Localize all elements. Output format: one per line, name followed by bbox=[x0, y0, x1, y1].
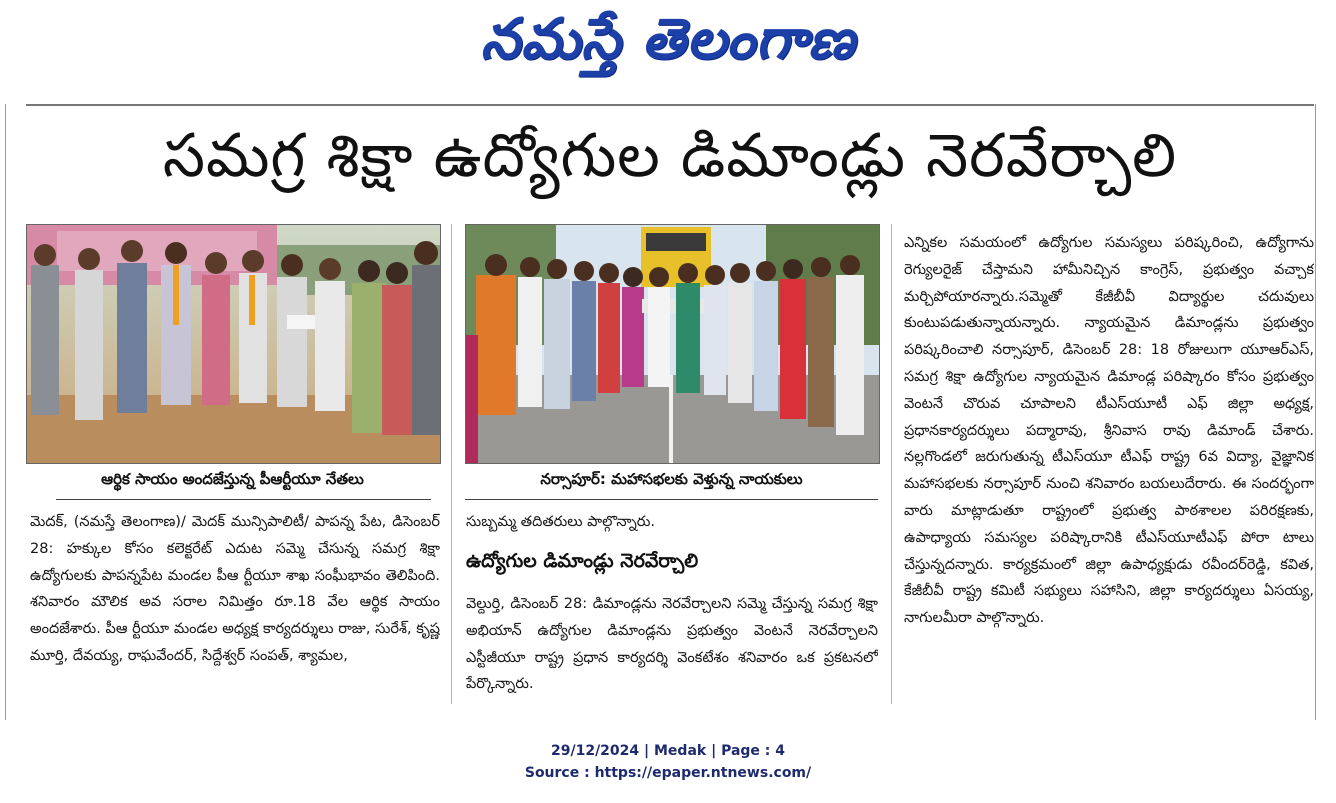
photo-2-caption: నర్సాపూర్: మహాసభలకు వెళ్తున్న నాయకులు bbox=[540, 470, 803, 488]
column-divider bbox=[451, 224, 452, 704]
article-photo-2 bbox=[465, 224, 880, 464]
edition-info: 29/12/2024 | Medak | Page : 4 bbox=[550, 743, 786, 759]
left-border bbox=[5, 104, 6, 720]
article-subheading: ఉద్యోగుల డిమాండ్లు నెరవేర్చాలి bbox=[466, 550, 699, 572]
article-column-1: మెదక్, (నమస్తే తెలంగాణ)/ మెదక్ మున్సిపాలిటీ/ పాపన్న పేట, డిసెంబర్ 28: హక్కుల కోసం కలెక్టరేట్ ఎదుట సమ్మె చేసున్న సమగ్ర శిక్షా ఉద్యోగులకు పాపన్నపేట మండల పీఆ ర్టీయూ శాఖ సంఘీభావం తెలిపింది. శనివారం మౌలిక అవ సరాల నిమిత్తం రూ.18 వేల ఆర్థిక సాయం అందజేశారు. పీఆ ర్టీయూ మండల అధ్యక్ష కార్యదర్శులు రాజు, సురేశ్, కృష్ణ మూర్తి, దేవయ్య, రాఘవేందర్, సిద్దేశ్వర్ సంపత్, శ్యామల, bbox=[30, 514, 440, 664]
article-headline: సమగ్ర శిక్షా ఉద్యోగుల డిమాండ్లు నెరవేర్చాలి bbox=[162, 121, 1178, 191]
photo-1-caption: ఆర్థిక సాయం అందజేస్తున్న పీఆర్టీయూ నేతలు bbox=[101, 470, 364, 488]
newspaper-title: నమస్తే తెలంగాణ bbox=[480, 7, 856, 72]
column-divider bbox=[891, 224, 892, 704]
article-column-3: ఎన్నికల సమయంలో ఉద్యోగుల సమస్యలు పరిష్కరించి, ఉద్యోగాను రెగ్యులరైజ్ చేస్తామని హామీనిచ్చిన కాంగ్రెస్, ప్రభుత్వం వచ్చాక మర్చిపోయారన్నారు.సమ్మెతో కేజీబీవీ విద్యార్థుల చదువులు కుంటుపడుతున్నాయన్నారు. న్యాయమైన డిమాండ్లను ప్రభుత్వం పరిష్కరించాలి నర్సాపూర్, డిసెంబర్ 28: 18 రోజులుగా యూఆర్ఎస్, సమగ్ర శిక్షా ఉద్యోగుల న్యాయమైన డిమాండ్ల పరిష్కారం కోసం ప్రభుత్వం వెంటనే చొరువ చూపాలని టీఎస్‌యూటీ ఎఫ్ జిల్లా అధ్యక్ష, ప్రధానకార్యదర్శులు పద్మారావు, శ్రీనివాస రావు డిమాండ్ చేశారు. నల్లగొండలో జరుగుతున్న టీఎస్‌యూ టీఎఫ్ రాష్ట్ర 6వ విద్యా, వైజ్ఞానిక మహాసభలకు నర్సాపూర్ నుంచి శనివారం బయలుదేరారు. ఈ సందర్భంగా వారు మాట్లాడుతూ రాష్ట్రంలో ప్రభుత్వ పాఠశాలల పరిరక్షణకు, ఉపాధ్యాయ సమస్యల పరిష్కారానికి టీఎస్‌యూటీఎఫ్ పోరా టాలు చేస్తున్నదన్నారు. కార్యక్రమంలో జిల్లా ఉపాధ్యక్షుడు రవీందర్‌రెడ్డి, కవిత, కేజీబీవీ రాష్ట్ర కమిటీ సభ్యులు సహాసిని, జిల్లా కార్యదర్శులు ఏసయ్య, నాగులమీరా పాల్గొన్నారు. bbox=[904, 235, 1314, 627]
article-column-2-top: సుబ్బమ్మ తదితరులు పాల్గొన్నారు. bbox=[466, 514, 656, 530]
article-column-2: వెల్దుర్తి, డిసెంబర్ 28: డిమాండ్లను నెరవేర్చాలని సమ్మె చేస్తున్న సమగ్ర శిక్షా అభియాన్ ఉద్యోగుల డిమాండ్లను ప్రభుత్వం వెంటనే నెరవేర్చాలని ఎస్టీజీయూ రాష్ట్ర ప్రధాన కార్యదర్శి వెంకటేశం శనివారం ఒక ప్రకటనలో పేర్కొన్నారు. bbox=[466, 596, 878, 693]
caption-rule-1 bbox=[56, 499, 431, 500]
article-photo-1 bbox=[26, 224, 441, 464]
caption-rule-2 bbox=[465, 499, 878, 500]
source-link[interactable]: Source : https://epaper.ntnews.com/ bbox=[524, 765, 812, 781]
masthead bbox=[0, 0, 1336, 86]
road-group-photo-image bbox=[466, 225, 879, 463]
group-photo-image bbox=[27, 225, 440, 463]
right-border bbox=[1315, 104, 1316, 720]
top-divider bbox=[26, 104, 1314, 106]
